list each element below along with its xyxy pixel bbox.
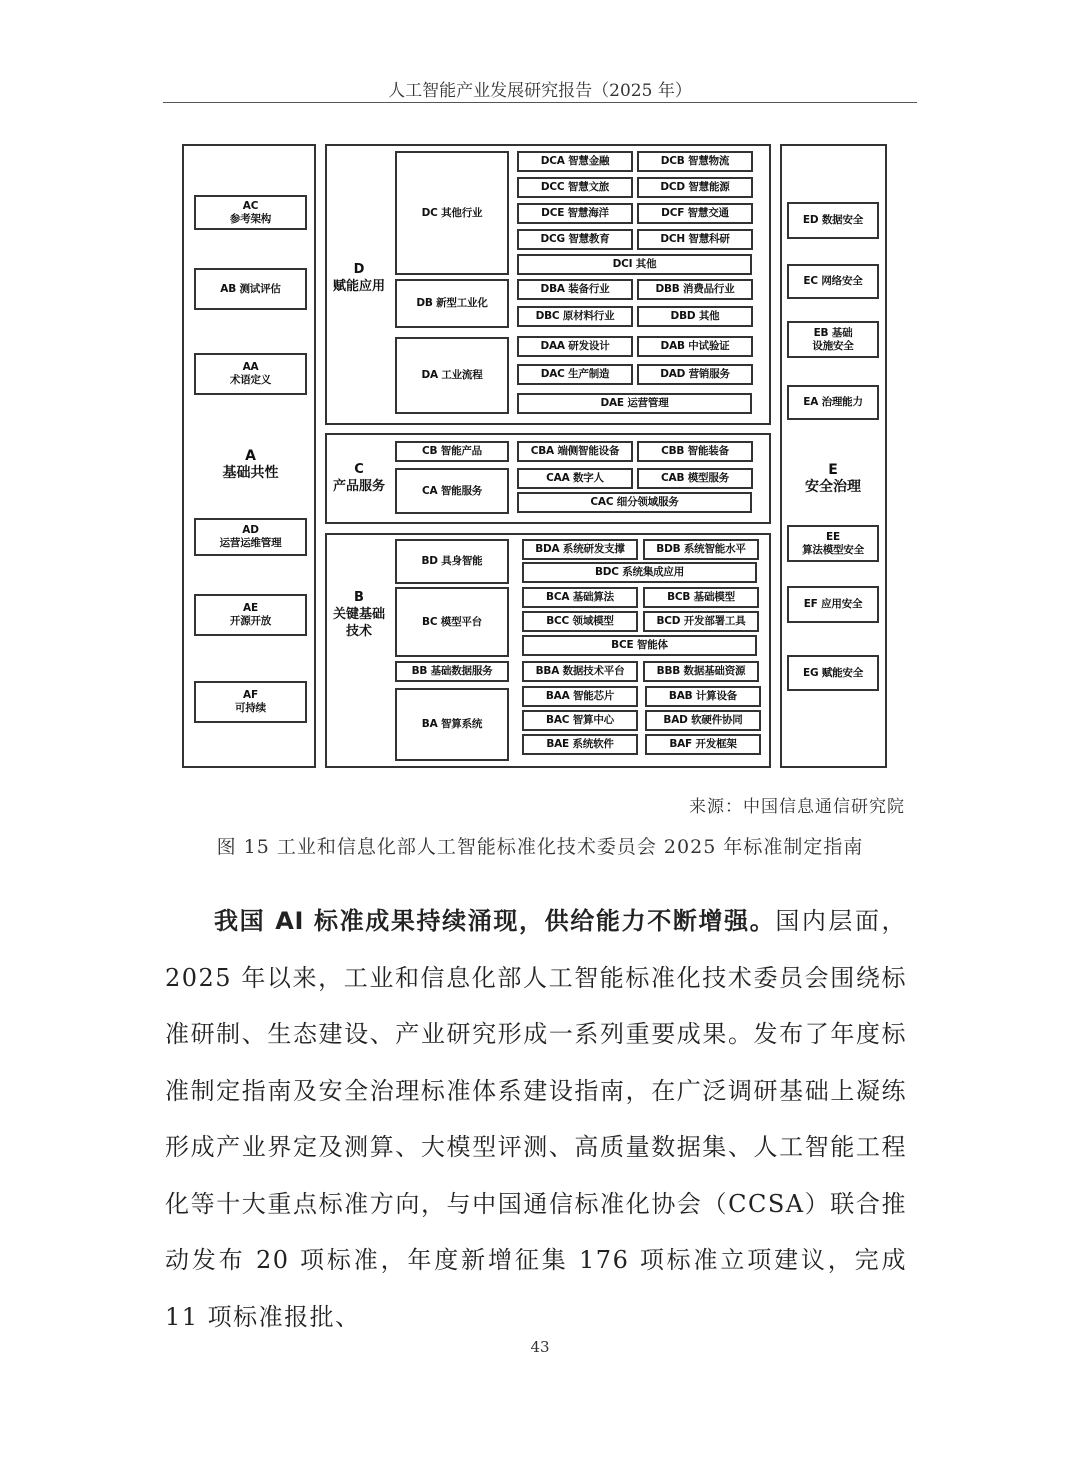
- box-dch: DCH 智慧科研: [637, 229, 753, 250]
- box-bca: BCA 基础算法: [522, 587, 638, 608]
- box-baf: BAF 开发框架: [645, 734, 761, 755]
- box-dab: DAB 中试验证: [637, 336, 753, 357]
- box-daa: DAA 研发设计: [517, 336, 633, 357]
- box-dbc: DBC 原材料行业: [517, 306, 633, 327]
- box-cb: CB 智能产品: [395, 441, 509, 462]
- box-dad: DAD 营销服务: [637, 364, 753, 385]
- paragraph-lead: 我国 AI 标准成果持续涌现，供给能力不断增强。: [213, 907, 776, 935]
- box-ab: AB 测试评估: [194, 268, 307, 310]
- box-ca: CA 智能服务: [395, 468, 509, 514]
- box-ec: EC 网络安全: [787, 264, 879, 299]
- box-dcf: DCF 智慧交通: [637, 203, 753, 224]
- box-ea: EA 治理能力: [787, 385, 879, 420]
- box-cab: CAB 模型服务: [637, 468, 753, 489]
- box-cbb: CBB 智能装备: [637, 441, 753, 462]
- figure-source: 来源：中国信息通信研究院: [689, 797, 905, 817]
- box-dc: DC 其他行业: [395, 151, 509, 275]
- box-bda: BDA 系统研发支撑: [522, 539, 638, 560]
- paragraph-text: 国内层面，2025 年以来，工业和信息化部人工智能标准化技术委员会围绕标准研制、生态建设、产业研究形成一系列重要成果。发布了年度标准制定指南及安全治理标准体系建设指南，在广泛调研基础上凝练形成产业界定及测算、大模型评测、高质量数据集、人工智能工程化等十大重点标准方向，与中国通信标准化协会（CCSA）联合推动发布 20 项标准，年度新增征集 176 项标准立项建议，完成 11 项标准报批、: [165, 907, 907, 1331]
- box-ac: AC 参考架构: [194, 195, 307, 230]
- box-cac: CAC 细分领域服务: [517, 492, 752, 513]
- box-baa: BAA 智能芯片: [522, 686, 638, 707]
- section-a-label: A 基础共性: [222, 448, 279, 481]
- box-bac: BAC 智算中心: [522, 710, 638, 731]
- section-d-label: D 赋能应用: [332, 262, 385, 294]
- box-dcd: DCD 智慧能源: [637, 177, 753, 198]
- box-dac: DAC 生产制造: [517, 364, 633, 385]
- box-cba: CBA 端侧智能设备: [517, 441, 633, 462]
- box-ef: EF 应用安全: [787, 586, 879, 623]
- section-e-label: E 安全治理: [805, 462, 861, 495]
- box-dbb: DBB 消费品行业: [637, 279, 753, 300]
- box-bce: BCE 智能体: [522, 635, 757, 656]
- box-bcb: BCB 基础模型: [643, 587, 759, 608]
- box-bab: BAB 计算设备: [645, 686, 761, 707]
- box-db: DB 新型工业化: [395, 279, 509, 328]
- box-bad: BAD 软硬件协同: [645, 710, 761, 731]
- box-eg: EG 赋能安全: [787, 655, 879, 691]
- box-dce: DCE 智慧海洋: [517, 203, 633, 224]
- box-da: DA 工业流程: [395, 337, 509, 414]
- box-ba: BA 智算系统: [395, 688, 509, 761]
- box-eb: EB 基础 设施安全: [787, 321, 879, 358]
- box-bdc: BDC 系统集成应用: [522, 562, 757, 583]
- box-dcg: DCG 智慧教育: [517, 229, 633, 250]
- box-dae: DAE 运营管理: [517, 393, 752, 414]
- box-ee: EE 算法模型安全: [787, 525, 879, 562]
- box-ed: ED 数据安全: [787, 202, 879, 239]
- box-caa: CAA 数字人: [517, 468, 633, 489]
- body-paragraph: [165, 893, 907, 1345]
- box-dci: DCI 其他: [517, 254, 752, 275]
- box-bdb: BDB 系统智能水平: [643, 539, 759, 560]
- box-bcc: BCC 领域模型: [522, 611, 638, 632]
- page-number: 43: [530, 1338, 550, 1356]
- figure-caption: 图 15 工业和信息化部人工智能标准化技术委员会 2025 年标准制定指南: [216, 836, 864, 858]
- box-dba: DBA 装备行业: [517, 279, 633, 300]
- section-c-label: C 产品服务: [332, 462, 385, 494]
- box-aa: AA 术语定义: [194, 353, 307, 395]
- box-bd: BD 具身智能: [395, 539, 509, 584]
- box-bcd: BCD 开发部署工具: [643, 611, 759, 632]
- page-header: 人工智能产业发展研究报告（2025 年）: [388, 81, 692, 101]
- box-ad: AD 运营运维管理: [194, 518, 307, 556]
- box-bb: BB 基础数据服务: [395, 661, 509, 682]
- box-bc: BC 模型平台: [395, 587, 509, 657]
- box-af: AF 可持续: [194, 681, 307, 723]
- box-ae: AE 开源开放: [194, 594, 307, 636]
- box-bae: BAE 系统软件: [522, 734, 638, 755]
- box-dcc: DCC 智慧文旅: [517, 177, 633, 198]
- box-dca: DCA 智慧金融: [517, 151, 633, 172]
- box-bbb: BBB 数据基础资源: [643, 661, 759, 682]
- box-bba: BBA 数据技术平台: [522, 661, 638, 682]
- box-dbd: DBD 其他: [637, 306, 753, 327]
- box-dcb: DCB 智慧物流: [637, 151, 753, 172]
- section-b-label: B 关键基础 技术: [332, 589, 385, 639]
